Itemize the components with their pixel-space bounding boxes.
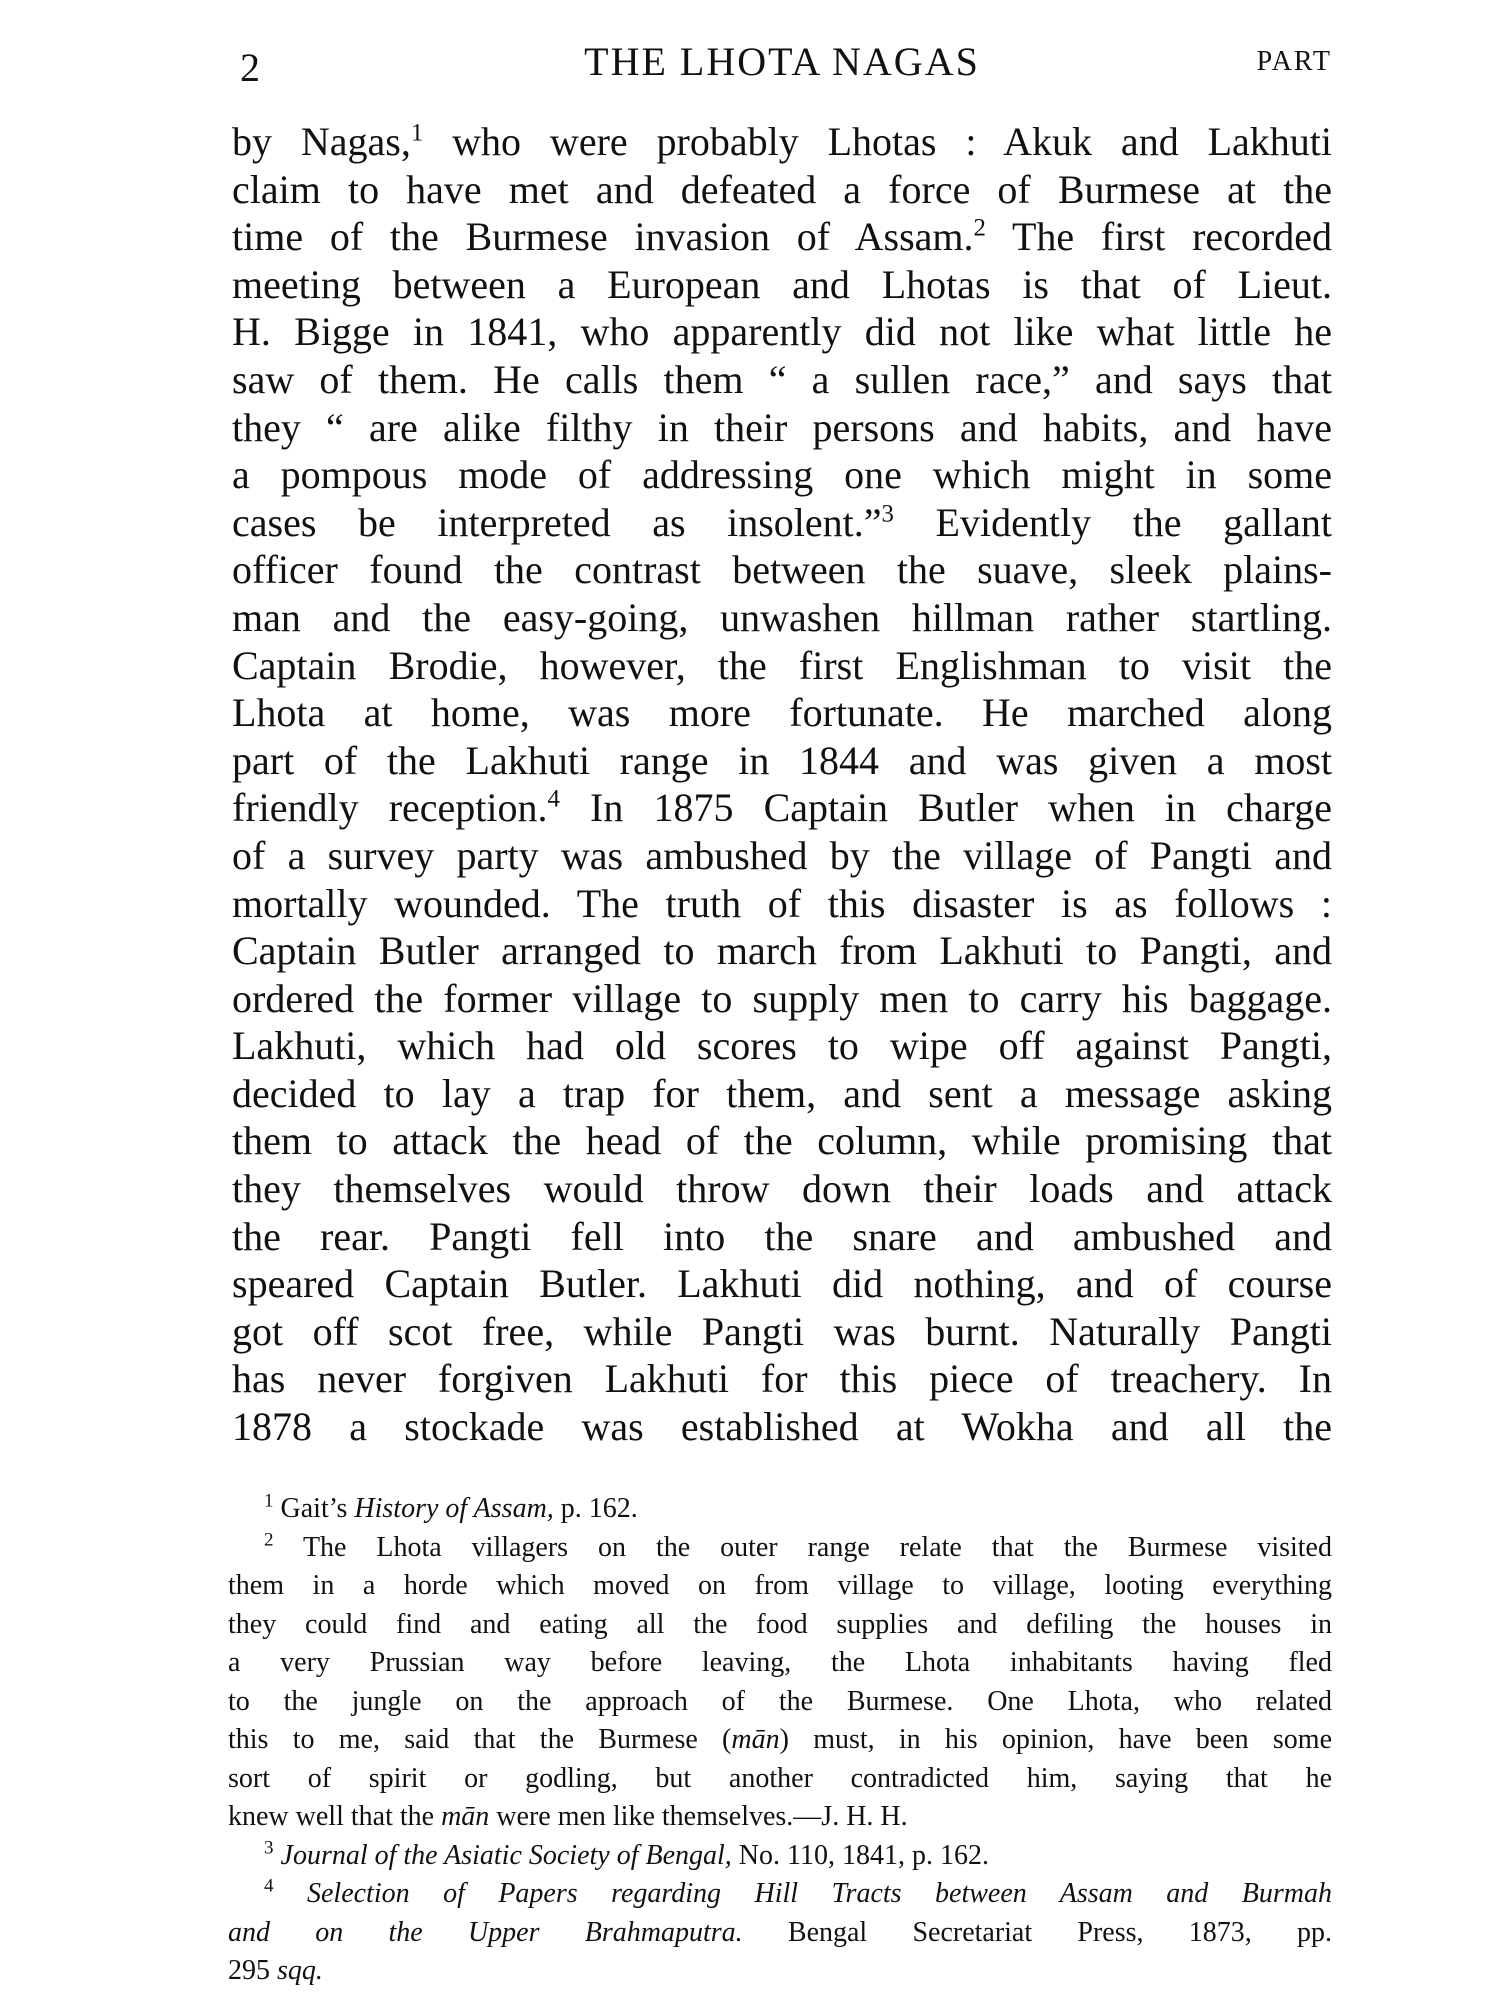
footnotes	[228, 1490, 1332, 1991]
footnote-line: them in a horde which moved on from village to village, looting everything	[228, 1570, 1332, 1601]
footnote-line: sort of spirit or godling, but another contradicted him, saying that he	[228, 1762, 1332, 1794]
footnote-4: $^4$ Selection of Papers regarding Hill Tracts between Assam and Burmah	[264, 1875, 1332, 1909]
footnote-ref: 1	[410, 119, 424, 147]
body-line: got off scot free, while Pangti was burnt. Naturally Pangti	[232, 1308, 1332, 1354]
footnote-ref: 4	[547, 785, 560, 813]
body-line: saw of them. He calls them “ a sullen race,” and says that	[232, 356, 1332, 402]
footnote-line: knew well that the mān were men like themselves.—J. H. H.	[228, 1801, 908, 1832]
footnote-line: a very Prussian way before leaving, the Lhota inhabitants having fled	[228, 1647, 1332, 1678]
body-line: H. Bigge in 1841, who apparently did not like what little he	[232, 309, 1332, 355]
body-line: the rear. Pangti fell into the snare and ambushed and	[232, 1213, 1332, 1259]
running-part-label: PART	[1256, 46, 1332, 77]
body-line: cases be interpreted as insolent.”$^3$ Evidently the gallant	[232, 499, 1333, 545]
body-line: claim to have met and defeated a force of Burmese at the	[232, 166, 1332, 212]
footnote-marker: 4	[264, 1875, 274, 1897]
body-line: decided to lay a trap for them, and sent a message asking	[232, 1070, 1332, 1116]
body-line: 1878 a stockade was established at Wokha and all the	[232, 1404, 1332, 1450]
body-line: officer found the contrast between the suave, sleek plains-	[232, 547, 1332, 593]
body-line: Lakhuti, which had old scores to wipe off against Pangti,	[232, 1023, 1332, 1069]
page-number: 2	[240, 45, 260, 90]
footnote-line: this to me, said that the Burmese (mān) must, in his opinion, have been some	[228, 1724, 1332, 1755]
footnote-ref: 3	[881, 500, 894, 528]
body-line: man and the easy-going, unwashen hillman rather startling.	[232, 594, 1332, 640]
body-line: speared Captain Butler. Lakhuti did nothing, and of course	[232, 1261, 1332, 1307]
running-title: THE LHOTA NAGAS	[584, 39, 980, 84]
footnote-ref: 2	[973, 214, 986, 242]
body-line: they “ are alike filthy in their persons and habits, and have	[232, 404, 1332, 450]
footnote-line: and on the Upper Brahmaputra. Bengal Secretariat Press, 1873, pp.	[228, 1916, 1332, 1948]
footnote-marker: 1	[264, 1490, 274, 1512]
body-text	[232, 118, 1332, 1451]
footnote-line: 295 sqq.	[228, 1955, 323, 1986]
footnote-2: $^2$ The Lhota villagers on the outer range relate that the Burmese visited	[264, 1529, 1332, 1563]
body-line: Captain Brodie, however, the first Englishman to visit the	[232, 642, 1332, 688]
body-line: them to attack the head of the column, while promising that	[232, 1118, 1332, 1164]
running-head	[232, 38, 1332, 88]
footnote-3: $^3$ Journal of the Asiatic Society of Bengal, No. 110, 1841, p. 162.	[264, 1837, 989, 1871]
footnote-marker: 2	[264, 1529, 274, 1551]
body-line: mortally wounded. The truth of this disaster is as follows :	[232, 880, 1332, 926]
body-line: of a survey party was ambushed by the village of Pangti and	[232, 832, 1332, 878]
body-line: by Nagas,$^1$ who were probably Lhotas : Akuk and Lakhuti	[232, 119, 1332, 164]
body-line: has never forgiven Lakhuti for this piece of treachery. In	[232, 1356, 1332, 1402]
body-line: part of the Lakhuti range in 1844 and was given a most	[232, 737, 1332, 783]
body-line: friendly reception.$^4$ In 1875 Captain Butler when in charge	[232, 785, 1333, 831]
body-line: they themselves would throw down their loads and attack	[232, 1166, 1332, 1212]
footnote-line: to the jungle on the approach of the Burmese. One Lhota, who related	[228, 1685, 1332, 1717]
footnote-marker: 3	[264, 1837, 274, 1859]
body-line: meeting between a European and Lhotas is that of Lieut.	[232, 261, 1332, 307]
footnote-1: $^1$ Gait’s History of Assam, p. 162.	[264, 1490, 638, 1524]
body-line: Captain Butler arranged to march from Lakhuti to Pangti, and	[232, 928, 1332, 974]
body-line: Lhota at home, was more fortunate. He marched along	[232, 690, 1332, 736]
body-line: ordered the former village to supply men to carry his baggage.	[232, 975, 1332, 1021]
body-line: time of the Burmese invasion of Assam.$^2$ The first recorded	[232, 214, 1332, 260]
footnote-line: they could find and eating all the food supplies and defiling the houses in	[228, 1608, 1332, 1640]
body-line: a pompous mode of addressing one which might in some	[232, 452, 1332, 498]
